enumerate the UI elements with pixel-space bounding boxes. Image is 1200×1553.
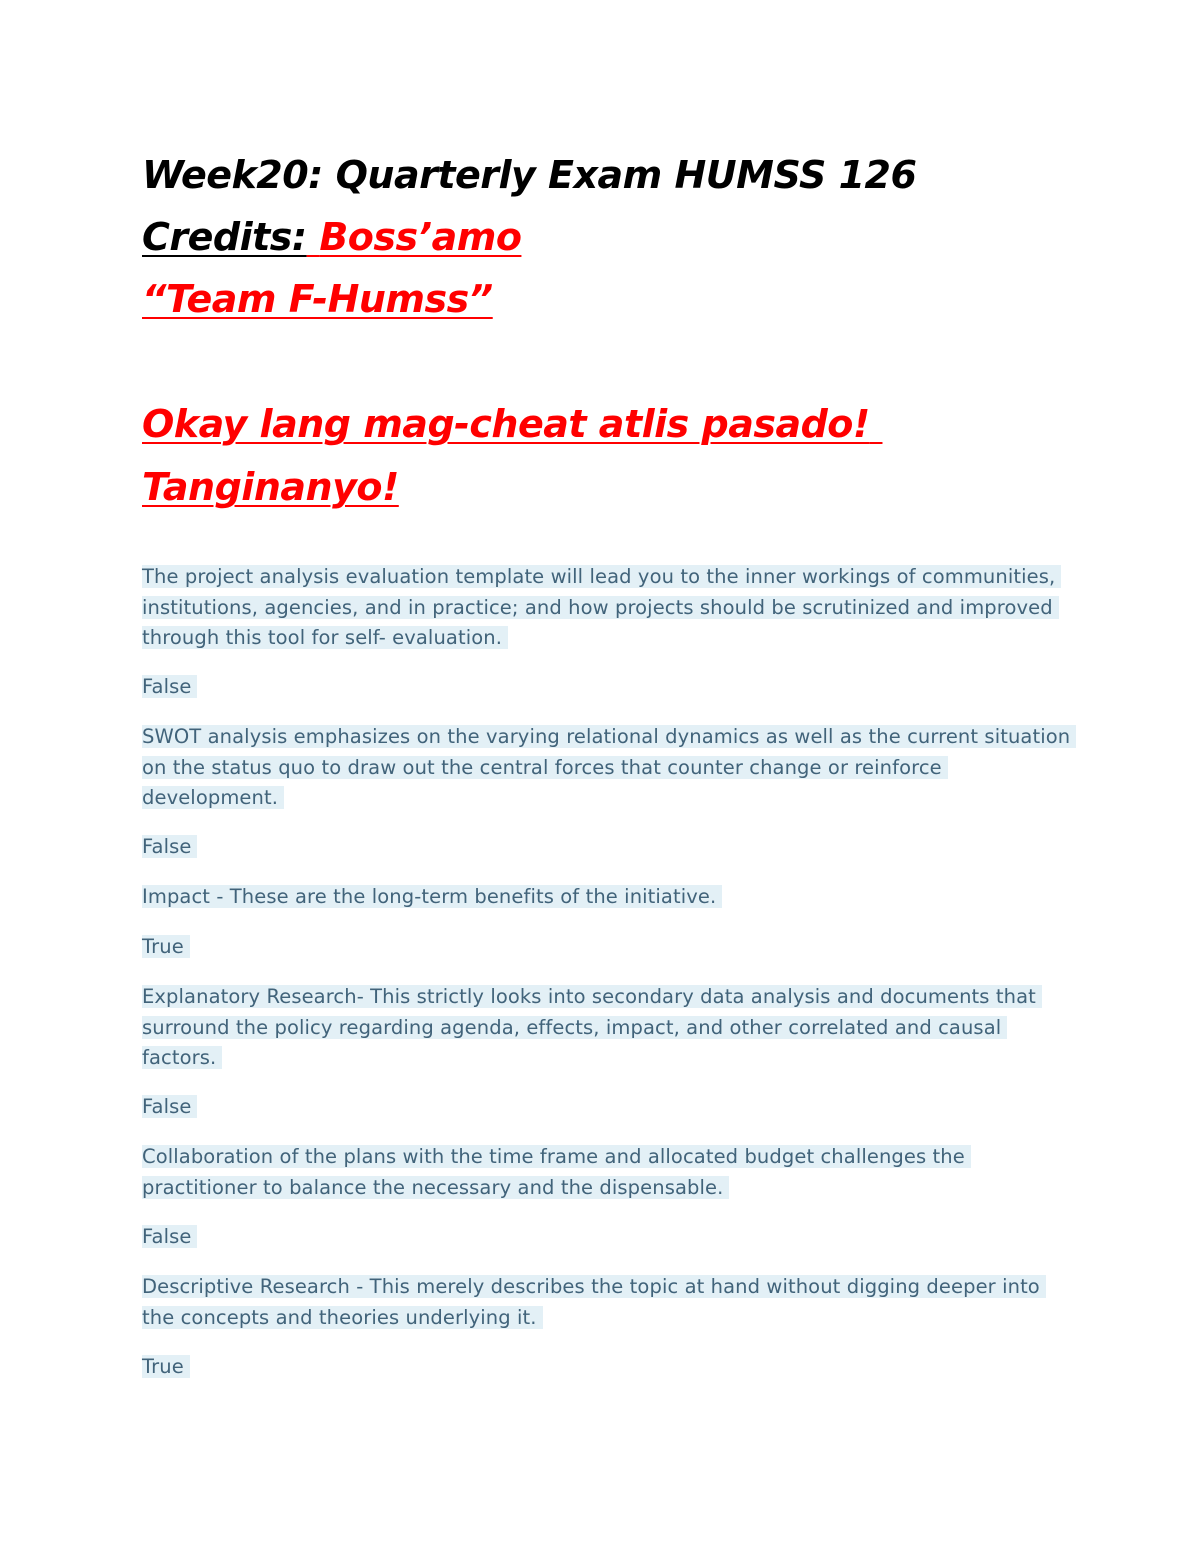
question-text: Collaboration of the plans with the time frame and allocated budget challenges the practitioner to balance the necessary and the dispensable. (142, 1145, 971, 1199)
slogan-text-2: Tanginanyo! (142, 465, 399, 509)
team-name (142, 276, 493, 322)
question-text: The project analysis evaluation template will lead you to the inner workings of communities, institutions, agencies, and in practice; and how projects should be scrutinized and improved through this tool for self- evaluation. (142, 565, 1061, 649)
answer-text: False (142, 1225, 197, 1248)
question-text: Impact - These are the long-term benefits of the initiative. (142, 885, 722, 908)
slogan-line-1 (142, 401, 882, 447)
answer-text: False (142, 835, 197, 858)
question-text: Explanatory Research- This strictly looks into secondary data analysis and documents that surround the policy regarding agenda, effects, impact, and other correlated and causal factors. (142, 985, 1042, 1069)
answer-block-3 (142, 932, 1072, 963)
answer-text: False (142, 675, 197, 698)
question-block-3 (142, 882, 1072, 913)
slogan-line-2 (142, 464, 399, 510)
page-title (142, 152, 916, 198)
credits-name: Boss’amo (319, 215, 522, 259)
answer-block-6 (142, 1352, 1072, 1383)
question-text: SWOT analysis emphasizes on the varying relational dynamics as well as the current situation on the status quo to draw out the central forces that counter change or reinforce development. (142, 725, 1076, 809)
question-block-4 (142, 982, 1072, 1074)
question-block-1 (142, 562, 1072, 654)
answer-text: False (142, 1095, 197, 1118)
team-text: “Team F-Humss” (142, 277, 493, 321)
question-block-6 (142, 1272, 1072, 1333)
credits-line (142, 214, 521, 260)
credits-label: Credits: (142, 215, 307, 259)
answer-text: True (142, 1355, 190, 1378)
slogan-text-1: Okay lang mag-cheat atlis pasado! (142, 402, 870, 446)
answer-block-1 (142, 672, 1072, 703)
question-text: Descriptive Research - This merely describes the topic at hand without digging deeper into the concepts and theories underlying it. (142, 1275, 1046, 1329)
answer-block-5 (142, 1222, 1072, 1253)
title-text: Week20: Quarterly Exam HUMSS 126 (142, 153, 917, 197)
question-block-2 (142, 722, 1072, 814)
question-block-5 (142, 1142, 1072, 1203)
answer-block-2 (142, 832, 1072, 863)
answer-block-4 (142, 1092, 1072, 1123)
answer-text: True (142, 935, 190, 958)
